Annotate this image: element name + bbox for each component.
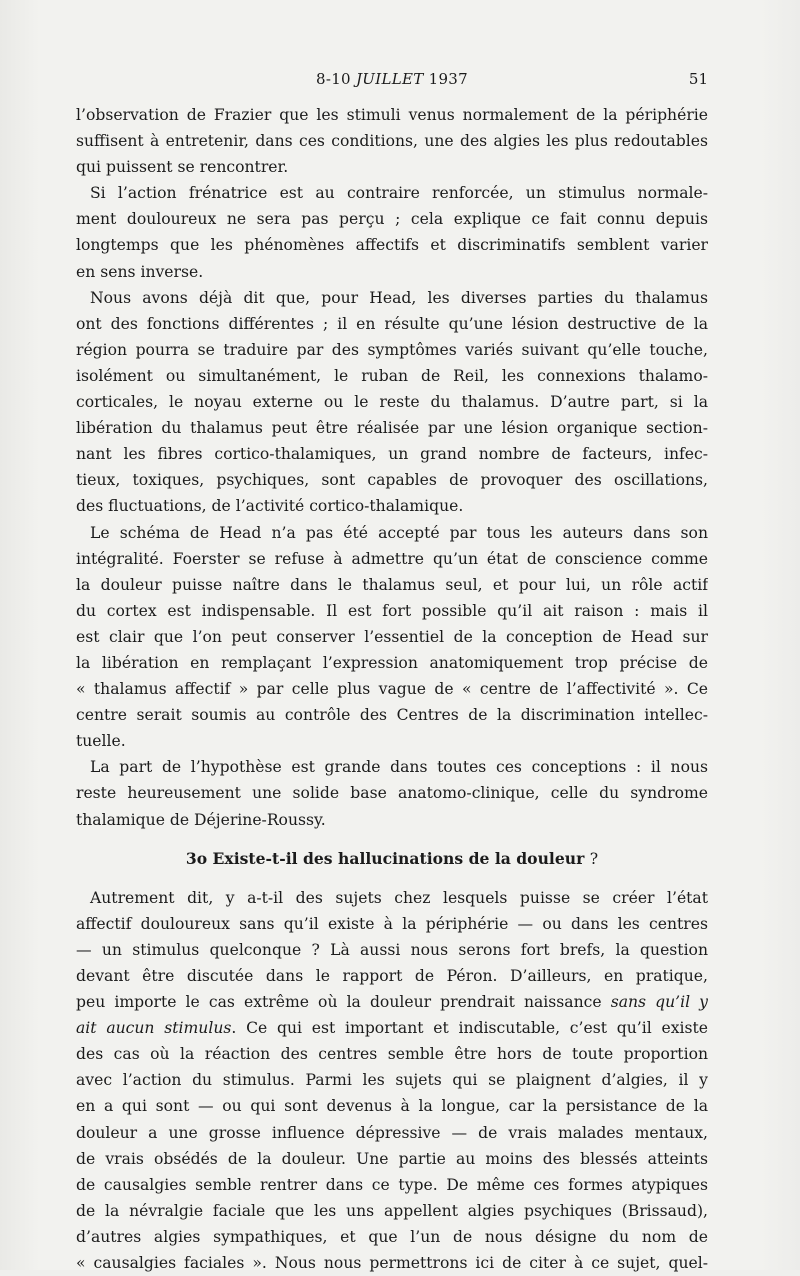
text-line: suffisent à entretenir, dans ces conditions, une des algies les plus redoutables [76, 132, 708, 151]
text-line: intégralité. Foerster se refuse à admettre qu’un état de conscience comme [76, 549, 708, 568]
text-line: — un stimulus quelconque ? Là aussi nous serons fort brefs, la question [76, 940, 708, 959]
text-line: Si l’action frénatrice est au contraire renforcée, un stimulus normale- [90, 184, 708, 203]
text-line: en a qui sont — ou qui sont devenus à la longue, car la persistance de la [76, 1097, 708, 1116]
text-line: est clair que l’on peut conserver l’essentiel de la conception de Head sur [76, 627, 708, 646]
page-number: 51 [688, 70, 708, 88]
italic-segment: ait aucun stimulus [76, 1019, 232, 1038]
section-question-mark: ? [589, 849, 599, 868]
text-line: tieux, toxiques, psychiques, sont capables de provoquer des oscillations, [76, 471, 708, 490]
text-line-mixed [76, 1015, 708, 1041]
text-line: la libération en remplaçant l’expression anatomiquement trop précise de [76, 653, 708, 672]
text-line: la douleur puisse naître dans le thalamus seul, et pour lui, un rôle actif [76, 575, 708, 594]
text-line: nant les fibres cortico-thalamiques, un grand nombre de facteurs, infec- [76, 445, 708, 464]
text-line: Nous avons déjà dit que, pour Head, les diverses parties du thalamus [90, 288, 708, 307]
text-line: thalamique de Déjerine-Roussy. [76, 810, 326, 829]
section-number: 3o [185, 848, 208, 868]
text-line: longtemps que les phénomènes affectifs et discriminatifs semblent varier [76, 236, 708, 255]
paragraph [76, 885, 708, 1276]
paragraph [76, 520, 708, 755]
text-line: douleur a une grosse influence dépressive — de vrais malades mentaux, [76, 1123, 708, 1142]
text-line-mixed [76, 989, 708, 1015]
text-line: Le schéma de Head n’a pas été accepté par tous les auteurs dans son [90, 523, 708, 542]
text-line: reste heureusement une solide base anatomo-clinique, celle du syndrome [76, 784, 708, 803]
text-line: devant être discutée dans le rapport de Péron. D’ailleurs, en pratique, [76, 967, 708, 985]
text-line: « causalgies faciales ». Nous nous permettrons ici de citer à ce sujet, quel- [76, 1254, 708, 1273]
document-body [76, 102, 708, 1276]
paragraph [76, 285, 708, 520]
text-line: ont des fonctions différentes ; il en résulte qu’une lésion destructive de la [76, 314, 708, 333]
text-line: centre serait soumis au contrôle des Centres de la discrimination intellec- [76, 706, 708, 725]
text-line: des cas où la réaction des centres semble être hors de toute proportion [76, 1045, 708, 1064]
text-line: en sens inverse. [76, 262, 204, 281]
header-date [76, 70, 708, 88]
text-line: tuelle. [76, 732, 126, 751]
text-line: « thalamus affectif » par celle plus vague de « centre de l’affectivité ». Ce [76, 680, 708, 699]
text-line: La part de l’hypothèse est grande dans toutes ces conceptions : il nous [90, 758, 708, 777]
paragraph [76, 102, 708, 180]
text-line: des fluctuations, de l’activité cortico-thalamique. [76, 497, 464, 516]
paragraph [76, 754, 708, 832]
text-line: Autrement dit, y a-t-il des sujets chez lesquels puisse se créer l’état [90, 888, 708, 907]
text-line: ment douloureux ne sera pas perçu ; cela explique ce fait connu depuis [76, 210, 708, 229]
header-year: 1937 [428, 70, 468, 88]
text-line: corticales, le noyau externe ou le reste du thalamus. D’autre part, si la [76, 393, 708, 412]
paragraph [76, 180, 708, 284]
text-line: l’observation de Frazier que les stimuli venus normalement de la périphérie [76, 106, 708, 124]
header-month: JUILLET [355, 70, 424, 88]
section-heading [76, 846, 708, 872]
text-line: d’autres algies sympathiques, et que l’un de nous désigne du nom de [76, 1227, 708, 1246]
text-line: libération du thalamus peut être réalisée par une lésion organique section- [76, 419, 708, 438]
text-line: affectif douloureux sans qu’il existe à la périphérie — ou dans les centres [76, 914, 708, 933]
text-line: avec l’action du stimulus. Parmi les sujets qui se plaignent d’algies, il y [76, 1071, 708, 1090]
running-head [76, 70, 708, 94]
section-title: Existe-t-il des hallucinations de la douleur [212, 848, 585, 868]
text-line: de vrais obsédés de la douleur. Une partie au moins des blessés atteints [76, 1149, 708, 1168]
text-line: région pourra se traduire par des symptômes variés suivant qu’elle touche, [76, 340, 708, 359]
text-line: isolément ou simultanément, le ruban de Reil, les connexions thalamo- [76, 366, 708, 385]
text-line: du cortex est indispensable. Il est fort possible qu’il ait raison : mais il [76, 601, 708, 620]
text-line: de la névralgie faciale que les uns appellent algies psychiques (Brissaud), [76, 1201, 708, 1220]
header-date-prefix: 8-10 [316, 70, 351, 88]
text-line: de causalgies semble rentrer dans ce type. De même ces formes atypiques [76, 1175, 708, 1194]
text-segment: peu importe le cas extrême où la douleur prendrait naissance [76, 993, 611, 1012]
text-segment: . Ce qui est important et indiscutable, c’est qu’il existe [231, 1019, 708, 1038]
italic-segment: sans qu’il y [610, 993, 708, 1012]
text-line: qui puissent se rencontrer. [76, 158, 289, 177]
